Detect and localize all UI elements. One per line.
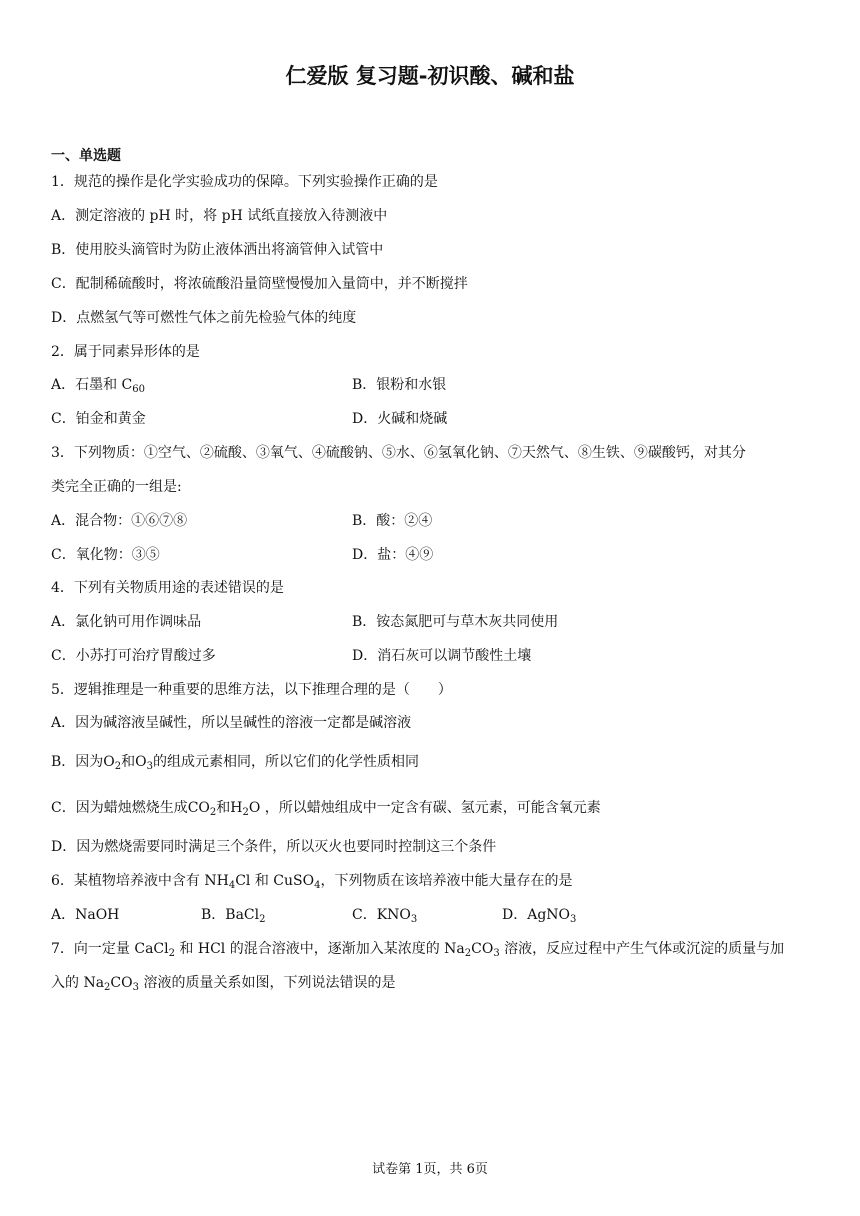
question-2-stem: 2．属于同素异形体的是 <box>51 344 200 360</box>
question-1-stem: 1．规范的操作是化学实验成功的保障。下列实验操作正确的是 <box>51 174 438 190</box>
question-4-stem: 4．下列有关物质用途的表述错误的是 <box>51 580 284 596</box>
question-5-stem: 5．逻辑推理是一种重要的思维方法，以下推理合理的是（ ） <box>51 682 452 698</box>
question-6-option-c: C．$KNO_3$ <box>352 907 418 925</box>
question-6-option-b: B．BaCl$_2$ <box>201 907 266 925</box>
question-3-stem-line-1: 3．下列物质：①空气、②硫酸、③氧气、④硫酸钠、⑤水、⑥氢氧化钠、⑦天然气、⑧生铁、⑨碳酸钙，对其分 <box>51 445 746 461</box>
question-5-option-d: D．因为燃烧需要同时满足三个条件，所以灭火也要同时控制这三个条件 <box>51 839 497 855</box>
question-1-option-b: B．使用胶头滴管时为防止液体洒出将滴管伸入试管中 <box>51 242 384 258</box>
section-heading: 一、单选题 <box>51 148 121 164</box>
question-5-option-c: C．因为蜡烛燃烧生成$CO_2$和$H_2O$ ，所以蜡烛组成中一定含有碳、氢元素，可能含氧元素 <box>51 800 601 818</box>
question-3-option-a: A．混合物：①⑥⑦⑧ <box>51 513 188 529</box>
question-3-option-d: D．盐：④⑨ <box>352 547 434 563</box>
question-7-stem-line-1: 7．向一定量 CaCl$_2$ 和 HCl 的混合溶液中，逐渐加入某浓度的 $Na_2CO_3$ 溶液，反应过程中产生气体或沉淀的质量与加 <box>51 941 785 959</box>
question-2-option-a: A．石墨和 $C_{60}$ <box>51 377 146 395</box>
question-5-option-a: A．因为碱溶液呈碱性，所以呈碱性的溶液一定都是碱溶液 <box>51 715 412 731</box>
question-2-option-b: B．银粉和水银 <box>352 377 447 393</box>
question-4-option-a: A．氯化钠可用作调味品 <box>51 614 202 630</box>
question-4-option-b: B．铵态氮肥可与草木灰共同使用 <box>352 614 559 630</box>
page-footer: 试卷第 1页，共 6页 <box>372 1162 488 1177</box>
page-title: 仁爱版 复习题-初识酸、碱和盐 <box>285 64 575 88</box>
question-2-option-c: C．铂金和黄金 <box>51 411 146 427</box>
question-7-stem-line-2: 入的 $Na_2CO_3$ 溶液的质量关系如图，下列说法错误的是 <box>51 975 396 993</box>
question-2-option-d: D．火碱和烧碱 <box>352 411 448 427</box>
question-4-option-c: C．小苏打可治疗胃酸过多 <box>51 648 216 664</box>
question-4-option-d: D．消石灰可以调节酸性土壤 <box>352 648 532 664</box>
question-3-option-c: C．氧化物：③⑤ <box>51 547 160 563</box>
question-3-option-b: B．酸：②④ <box>352 513 433 529</box>
question-6-option-d: D．AgNO$_3$ <box>502 907 577 925</box>
question-1-option-d: D．点燃氢气等可燃性气体之前先检验气体的纯度 <box>51 310 357 326</box>
question-6-option-a: A．NaOH <box>51 907 120 923</box>
question-5-option-b: B．因为$O_2$和$O_3$的组成元素相同，所以它们的化学性质相同 <box>51 754 419 772</box>
question-3-stem-line-2: 类完全正确的一组是: <box>51 479 182 495</box>
question-1-option-c: C．配制稀硫酸时，将浓硫酸沿量筒壁慢慢加入量筒中，并不断搅拌 <box>51 276 468 292</box>
question-6-stem: 6．某植物培养液中含有 $NH_4Cl$ 和 CuSO$_4$，下列物质在该培养液中能大量存在的是 <box>51 873 573 891</box>
question-1-option-a: A．测定溶液的 pH 时，将 pH 试纸直接放入待测液中 <box>51 208 388 224</box>
